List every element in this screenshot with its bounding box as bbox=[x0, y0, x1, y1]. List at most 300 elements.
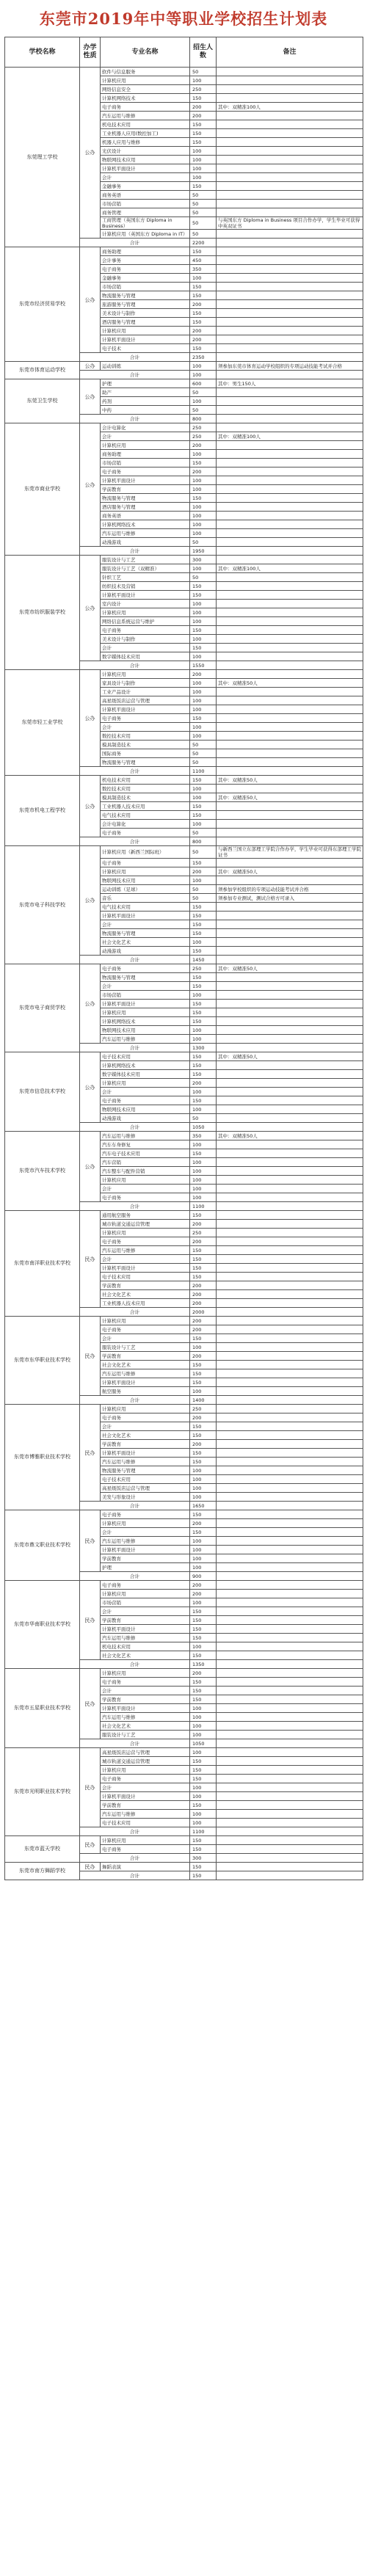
enrollment-count: 200 bbox=[190, 1581, 217, 1590]
note-cell bbox=[217, 929, 363, 938]
enrollment-count: 100 bbox=[190, 512, 217, 520]
enrollment-count: 150 bbox=[190, 1008, 217, 1017]
note-cell bbox=[217, 1792, 363, 1801]
school-nature: 公办 bbox=[80, 964, 101, 1044]
school-name: 东莞市经济贸易学校 bbox=[5, 247, 80, 362]
enrollment-count: 100 bbox=[190, 1748, 217, 1757]
enrollment-count: 250 bbox=[190, 85, 217, 94]
major-name: 电子商务 bbox=[101, 1325, 190, 1334]
enrollment-count: 150 bbox=[190, 644, 217, 652]
major-name: 国际商务 bbox=[101, 749, 190, 758]
note-cell bbox=[217, 120, 363, 129]
enrollment-count: 200 bbox=[190, 467, 217, 476]
major-name: 物流服务与管理 bbox=[101, 929, 190, 938]
major-name: 高星级饭店运营与管理 bbox=[101, 1748, 190, 1757]
note-cell bbox=[217, 1766, 363, 1775]
note-cell bbox=[217, 749, 363, 758]
enrollment-count: 150 bbox=[190, 1000, 217, 1008]
major-name: 电子技术应用 bbox=[101, 1052, 190, 1061]
table-row bbox=[5, 1863, 363, 1871]
enrollment-count: 150 bbox=[190, 247, 217, 256]
note-cell bbox=[217, 1598, 363, 1607]
subtotal-label: 合计 bbox=[80, 547, 190, 556]
note-cell bbox=[217, 829, 363, 837]
major-name: 商务助理 bbox=[101, 450, 190, 459]
subtotal-value: 300 bbox=[190, 1854, 217, 1863]
note-cell bbox=[217, 388, 363, 397]
enrollment-count: 150 bbox=[190, 1070, 217, 1079]
table-row bbox=[5, 1052, 363, 1061]
note-cell bbox=[217, 1537, 363, 1546]
school-nature: 民办 bbox=[80, 1581, 101, 1660]
note-cell bbox=[217, 1352, 363, 1361]
school-name: 东莞理工学校 bbox=[5, 68, 80, 247]
subtotal-note bbox=[217, 547, 363, 556]
major-name: 计算机应用 bbox=[101, 327, 190, 335]
note-cell: 与新西兰国立东部理工学院合作办学，学生毕业可获得东部理工学院证书 bbox=[217, 846, 363, 859]
note-cell: 须参加专业测试，测试合格方可录入 bbox=[217, 894, 363, 903]
note-cell bbox=[217, 758, 363, 767]
major-name: 纺织技术及营销 bbox=[101, 582, 190, 591]
major-name: 计算机平面设计 bbox=[101, 1378, 190, 1387]
major-name: 运动训练 bbox=[101, 362, 190, 371]
enrollment-count: 150 bbox=[190, 1017, 217, 1026]
major-name: 机电技术应用 bbox=[101, 120, 190, 129]
note-cell bbox=[217, 1255, 363, 1264]
table-row bbox=[5, 846, 363, 859]
major-name: 商务英语 bbox=[101, 191, 190, 200]
major-name: 动漫游戏 bbox=[101, 538, 190, 547]
enrollment-count: 100 bbox=[190, 688, 217, 696]
note-cell bbox=[217, 1783, 363, 1792]
enrollment-count: 100 bbox=[190, 1387, 217, 1396]
major-name: 城市轨道交通运营管理 bbox=[101, 1757, 190, 1766]
enrollment-count: 100 bbox=[190, 1819, 217, 1827]
school-nature: 民办 bbox=[80, 1836, 101, 1854]
enrollment-count: 150 bbox=[190, 1061, 217, 1070]
school-name: 东莞市电子科技学校 bbox=[5, 846, 80, 964]
note-cell: 其中：双精准50人 bbox=[217, 793, 363, 802]
school-name: 东莞市南洋职业技术学校 bbox=[5, 1211, 80, 1317]
note-cell bbox=[217, 1625, 363, 1634]
note-cell bbox=[217, 991, 363, 1000]
major-name: 汽车整车与配件营销 bbox=[101, 1167, 190, 1176]
note-cell bbox=[217, 573, 363, 582]
enrollment-count: 50 bbox=[190, 894, 217, 903]
note-cell bbox=[217, 696, 363, 705]
major-name: 物流服务与管理 bbox=[101, 291, 190, 300]
enrollment-count: 50 bbox=[190, 217, 217, 230]
school-nature: 民办 bbox=[80, 1317, 101, 1396]
school-nature: 公办 bbox=[80, 68, 101, 239]
note-cell bbox=[217, 1431, 363, 1440]
major-name: 电子商务 bbox=[101, 714, 190, 723]
note-cell bbox=[217, 1748, 363, 1757]
school-nature: 公办 bbox=[80, 776, 101, 837]
major-name: 学前教育 bbox=[101, 1801, 190, 1810]
major-name: 会计 bbox=[101, 1687, 190, 1695]
major-name: 市场营销 bbox=[101, 459, 190, 467]
subtotal-value: 1100 bbox=[190, 1827, 217, 1836]
note-cell bbox=[217, 327, 363, 335]
subtotal-label: 合计 bbox=[80, 1502, 190, 1510]
enrollment-count: 100 bbox=[190, 1792, 217, 1801]
table-row bbox=[5, 423, 363, 432]
note-cell bbox=[217, 318, 363, 327]
note-cell bbox=[217, 1687, 363, 1695]
note-cell bbox=[217, 397, 363, 406]
major-name: 家具设计与制作 bbox=[101, 679, 190, 688]
enrollment-count: 100 bbox=[190, 1193, 217, 1202]
school-name: 东莞市机电工程学校 bbox=[5, 776, 80, 846]
major-name: 会计 bbox=[101, 1422, 190, 1431]
note-cell bbox=[217, 1317, 363, 1325]
subtotal-label: 合计 bbox=[80, 1827, 190, 1836]
major-name: 数字媒体技术应用 bbox=[101, 652, 190, 661]
school-name: 东莞市信息技术学校 bbox=[5, 1052, 80, 1132]
major-name: 会计 bbox=[101, 1528, 190, 1537]
enrollment-count: 300 bbox=[190, 556, 217, 564]
note-cell: 与英国东方 Diploma in Business 项目合作办学，学生毕业可获得中英双证书 bbox=[217, 217, 363, 230]
header-row bbox=[5, 37, 363, 68]
note-cell bbox=[217, 670, 363, 679]
enrollment-count: 100 bbox=[190, 1783, 217, 1792]
note-cell bbox=[217, 1801, 363, 1810]
subtotal-label: 合计 bbox=[80, 837, 190, 846]
note-cell bbox=[217, 1334, 363, 1343]
major-name: 电子技术 bbox=[101, 344, 190, 353]
note-cell bbox=[217, 344, 363, 353]
major-name: 计算机应用 bbox=[101, 1590, 190, 1598]
school-name: 东莞市纺织服装学校 bbox=[5, 556, 80, 670]
note-cell: 其中：男生150人 bbox=[217, 379, 363, 388]
note-cell bbox=[217, 1669, 363, 1678]
major-name: 计算机网络技术 bbox=[101, 1017, 190, 1026]
note-cell bbox=[217, 688, 363, 696]
table-row bbox=[5, 247, 363, 256]
enrollment-count: 150 bbox=[190, 714, 217, 723]
enrollment-count: 150 bbox=[190, 1246, 217, 1255]
subtotal-note bbox=[217, 956, 363, 964]
major-name: 动漫游戏 bbox=[101, 947, 190, 956]
subtotal-value: 1100 bbox=[190, 1202, 217, 1211]
major-name: 计算机平面设计 bbox=[101, 164, 190, 173]
school-name: 东莞卫生学校 bbox=[5, 379, 80, 423]
note-cell bbox=[217, 1422, 363, 1431]
enrollment-count: 150 bbox=[190, 920, 217, 929]
table-row bbox=[5, 776, 363, 785]
major-name: 计算机平面设计 bbox=[101, 335, 190, 344]
note-cell bbox=[217, 1695, 363, 1704]
note-cell bbox=[217, 494, 363, 503]
major-name: 汽车运用与维修 bbox=[101, 1246, 190, 1255]
school-nature: 民办 bbox=[80, 1748, 101, 1827]
note-cell bbox=[217, 423, 363, 432]
major-name: 社会文化艺术 bbox=[101, 1361, 190, 1369]
note-cell bbox=[217, 85, 363, 94]
subtotal-label: 合计 bbox=[80, 1871, 190, 1880]
major-name: 计算机应用 bbox=[101, 1079, 190, 1088]
major-name: 市场营销 bbox=[101, 991, 190, 1000]
enrollment-count: 200 bbox=[190, 1237, 217, 1246]
major-name: 计算机平面设计 bbox=[101, 1000, 190, 1008]
major-name: 会计电算化 bbox=[101, 820, 190, 829]
note-cell bbox=[217, 1246, 363, 1255]
major-name: 机电技术应用 bbox=[101, 776, 190, 785]
enrollment-count: 150 bbox=[190, 947, 217, 956]
note-cell bbox=[217, 859, 363, 867]
note-cell bbox=[217, 200, 363, 208]
note-cell bbox=[217, 1114, 363, 1123]
enrollment-count: 100 bbox=[190, 600, 217, 608]
enrollment-count: 100 bbox=[190, 1713, 217, 1722]
enrollment-count: 50 bbox=[190, 406, 217, 415]
subtotal-note bbox=[217, 1044, 363, 1052]
major-name: 市场营销 bbox=[101, 283, 190, 291]
major-name: 学前教育 bbox=[101, 1554, 190, 1563]
note-cell: 其中：双精准50人 bbox=[217, 679, 363, 688]
enrollment-count: 150 bbox=[190, 129, 217, 138]
enrollment-count: 150 bbox=[190, 1264, 217, 1273]
enrollment-count: 150 bbox=[190, 1625, 217, 1634]
note-cell bbox=[217, 723, 363, 732]
enrollment-count: 150 bbox=[190, 1361, 217, 1369]
table-row bbox=[5, 964, 363, 973]
note-cell bbox=[217, 138, 363, 147]
major-name: 模具制造技术 bbox=[101, 741, 190, 749]
subtotal-note bbox=[217, 371, 363, 379]
note-cell bbox=[217, 1810, 363, 1819]
school-name: 东莞市鼎文职业技术学校 bbox=[5, 1510, 80, 1581]
major-name: 服装设计与工艺 bbox=[101, 1731, 190, 1739]
major-name: 电子商务 bbox=[101, 1413, 190, 1422]
major-name: 计算机平面设计 bbox=[101, 912, 190, 920]
note-cell bbox=[217, 1466, 363, 1475]
enrollment-count: 150 bbox=[190, 494, 217, 503]
subtotal-value: 1350 bbox=[190, 1660, 217, 1669]
major-name: 物联网技术应用 bbox=[101, 1026, 190, 1035]
subtotal-label: 合计 bbox=[80, 1572, 190, 1581]
enrollment-count: 100 bbox=[190, 705, 217, 714]
enrollment-count: 100 bbox=[190, 938, 217, 947]
enrollment-count: 150 bbox=[190, 859, 217, 867]
enrollment-count: 150 bbox=[190, 1607, 217, 1616]
note-cell bbox=[217, 1361, 363, 1369]
subtotal-label: 合计 bbox=[80, 1123, 190, 1132]
major-name: 社会文化艺术 bbox=[101, 1431, 190, 1440]
subtotal-value: 800 bbox=[190, 415, 217, 423]
enrollment-count: 100 bbox=[190, 485, 217, 494]
major-name: 汽车运用与维修 bbox=[101, 1810, 190, 1819]
major-name: 音乐 bbox=[101, 894, 190, 903]
enrollment-table bbox=[4, 37, 363, 1880]
enrollment-count: 100 bbox=[190, 397, 217, 406]
enrollment-count: 450 bbox=[190, 256, 217, 265]
major-name: 工业产品设计 bbox=[101, 688, 190, 696]
enrollment-count: 100 bbox=[190, 1466, 217, 1475]
note-cell bbox=[217, 1290, 363, 1299]
major-name: 会计 bbox=[101, 1255, 190, 1264]
note-cell bbox=[217, 1413, 363, 1422]
enrollment-count: 250 bbox=[190, 432, 217, 441]
major-name: 电子商务 bbox=[101, 829, 190, 837]
note-cell bbox=[217, 1519, 363, 1528]
note-cell bbox=[217, 274, 363, 283]
enrollment-count: 50 bbox=[190, 388, 217, 397]
enrollment-count: 150 bbox=[190, 1757, 217, 1766]
enrollment-count: 100 bbox=[190, 1484, 217, 1493]
note-cell bbox=[217, 635, 363, 644]
note-cell bbox=[217, 1008, 363, 1017]
subtotal-label: 合计 bbox=[80, 371, 190, 379]
note-cell bbox=[217, 147, 363, 156]
major-name: 会计 bbox=[101, 1088, 190, 1096]
enrollment-count: 150 bbox=[190, 318, 217, 327]
major-name: 网络信息安全 bbox=[101, 85, 190, 94]
major-name: 会计 bbox=[101, 1185, 190, 1193]
note-cell: 须参加东莞市体育运动学校组织的专项运动技能考试并合格 bbox=[217, 362, 363, 371]
note-cell bbox=[217, 283, 363, 291]
subtotal-note bbox=[217, 1827, 363, 1836]
enrollment-count: 200 bbox=[190, 1325, 217, 1334]
table-row bbox=[5, 670, 363, 679]
note-cell bbox=[217, 973, 363, 982]
note-cell bbox=[217, 529, 363, 538]
major-name: 助产 bbox=[101, 388, 190, 397]
major-name: 社会文化艺术 bbox=[101, 1290, 190, 1299]
enrollment-count: 100 bbox=[190, 617, 217, 626]
note-cell bbox=[217, 714, 363, 723]
major-name: 会计 bbox=[101, 432, 190, 441]
enrollment-count: 100 bbox=[190, 732, 217, 741]
table-row bbox=[5, 1211, 363, 1220]
enrollment-count: 200 bbox=[190, 335, 217, 344]
enrollment-count: 150 bbox=[190, 182, 217, 191]
major-name: 学前教育 bbox=[101, 1352, 190, 1361]
subtotal-note bbox=[217, 1871, 363, 1880]
major-name: 计算机应用 bbox=[101, 1229, 190, 1237]
note-cell bbox=[217, 503, 363, 512]
note-cell bbox=[217, 1449, 363, 1458]
enrollment-count: 100 bbox=[190, 652, 217, 661]
major-name: 计算机平面设计 bbox=[101, 705, 190, 714]
enrollment-count: 150 bbox=[190, 1775, 217, 1783]
enrollment-count: 100 bbox=[190, 1598, 217, 1607]
school-name: 东莞市光明职业技术学校 bbox=[5, 1748, 80, 1836]
note-cell bbox=[217, 485, 363, 494]
major-name: 汽车运用与维修 bbox=[101, 1537, 190, 1546]
enrollment-count: 100 bbox=[190, 1554, 217, 1563]
page-title: 东莞市2019年中等职业学校招生计划表 bbox=[39, 10, 328, 28]
major-name: 汽车运用与维修 bbox=[101, 1634, 190, 1642]
major-name: 针织工艺 bbox=[101, 573, 190, 582]
school-name: 东莞市五星职业技术学校 bbox=[5, 1669, 80, 1748]
school-name: 东莞市蓝天学校 bbox=[5, 1836, 80, 1863]
major-name: 计算机平面设计 bbox=[101, 476, 190, 485]
major-name: 机器人应用与维修 bbox=[101, 138, 190, 147]
note-cell bbox=[217, 247, 363, 256]
major-name: 物流服务与管理 bbox=[101, 973, 190, 982]
note-cell bbox=[217, 156, 363, 164]
note-cell bbox=[217, 1510, 363, 1519]
note-cell bbox=[217, 1836, 363, 1845]
school-nature: 公办 bbox=[80, 556, 101, 661]
major-name: 计算机应用 bbox=[101, 1405, 190, 1413]
subtotal-label: 合计 bbox=[80, 1660, 190, 1669]
enrollment-count: 150 bbox=[190, 1634, 217, 1642]
major-name: 物流服务与管理 bbox=[101, 758, 190, 767]
major-name: 计算机应用（英国东方 Diploma in IT） bbox=[101, 230, 190, 239]
note-cell bbox=[217, 802, 363, 811]
major-name: 会计 bbox=[101, 723, 190, 732]
major-name: 计算机应用（新西兰国际班） bbox=[101, 846, 190, 859]
subtotal-label: 合计 bbox=[80, 956, 190, 964]
note-cell bbox=[217, 450, 363, 459]
major-name: 社会文化艺术 bbox=[101, 1651, 190, 1660]
note-cell bbox=[217, 1713, 363, 1722]
major-name: 学前教育 bbox=[101, 1616, 190, 1625]
note-cell bbox=[217, 208, 363, 217]
major-name: 数控技术应用 bbox=[101, 785, 190, 793]
enrollment-count: 200 bbox=[190, 112, 217, 120]
enrollment-count: 100 bbox=[190, 1546, 217, 1554]
note-cell bbox=[217, 1378, 363, 1387]
subtotal-note bbox=[217, 239, 363, 247]
school-name: 东莞市博雅职业技术学校 bbox=[5, 1405, 80, 1510]
note-cell bbox=[217, 1096, 363, 1105]
enrollment-count: 50 bbox=[190, 846, 217, 859]
enrollment-count: 600 bbox=[190, 379, 217, 388]
note-cell bbox=[217, 1563, 363, 1572]
note-cell bbox=[217, 1819, 363, 1827]
note-cell bbox=[217, 182, 363, 191]
major-name: 汽车车身修复 bbox=[101, 1140, 190, 1149]
major-name: 汽车运用与维修 bbox=[101, 1458, 190, 1466]
enrollment-count: 50 bbox=[190, 191, 217, 200]
major-name: 汽车运用与维修 bbox=[101, 1132, 190, 1140]
note-cell bbox=[217, 68, 363, 76]
note-cell bbox=[217, 1704, 363, 1713]
subtotal-note bbox=[217, 1202, 363, 1211]
enrollment-count: 200 bbox=[190, 1352, 217, 1361]
note-cell bbox=[217, 309, 363, 318]
note-cell bbox=[217, 608, 363, 617]
major-name: 美术设计与制作 bbox=[101, 309, 190, 318]
major-name: 运动训练（足球） bbox=[101, 885, 190, 894]
enrollment-count: 200 bbox=[190, 441, 217, 450]
subtotal-label: 合计 bbox=[80, 415, 190, 423]
table-row bbox=[5, 1748, 363, 1757]
note-cell bbox=[217, 1863, 363, 1871]
major-name: 服装设计与工艺 bbox=[101, 556, 190, 564]
major-name: 服装设计与工艺（双精准） bbox=[101, 564, 190, 573]
enrollment-count: 150 bbox=[190, 1528, 217, 1537]
major-name: 金融事务 bbox=[101, 274, 190, 283]
school-nature: 民办 bbox=[80, 1669, 101, 1739]
note-cell: 其中：双精准50人 bbox=[217, 964, 363, 973]
major-name: 计算机平面设计 bbox=[101, 1546, 190, 1554]
major-name: 软件与信息服务 bbox=[101, 68, 190, 76]
enrollment-count: 200 bbox=[190, 327, 217, 335]
enrollment-count: 150 bbox=[190, 802, 217, 811]
enrollment-count: 50 bbox=[190, 749, 217, 758]
enrollment-count: 100 bbox=[190, 793, 217, 802]
table-row bbox=[5, 1581, 363, 1590]
note-cell bbox=[217, 94, 363, 103]
enrollment-count: 100 bbox=[190, 503, 217, 512]
note-cell bbox=[217, 1026, 363, 1035]
major-name: 商务管理 bbox=[101, 208, 190, 217]
